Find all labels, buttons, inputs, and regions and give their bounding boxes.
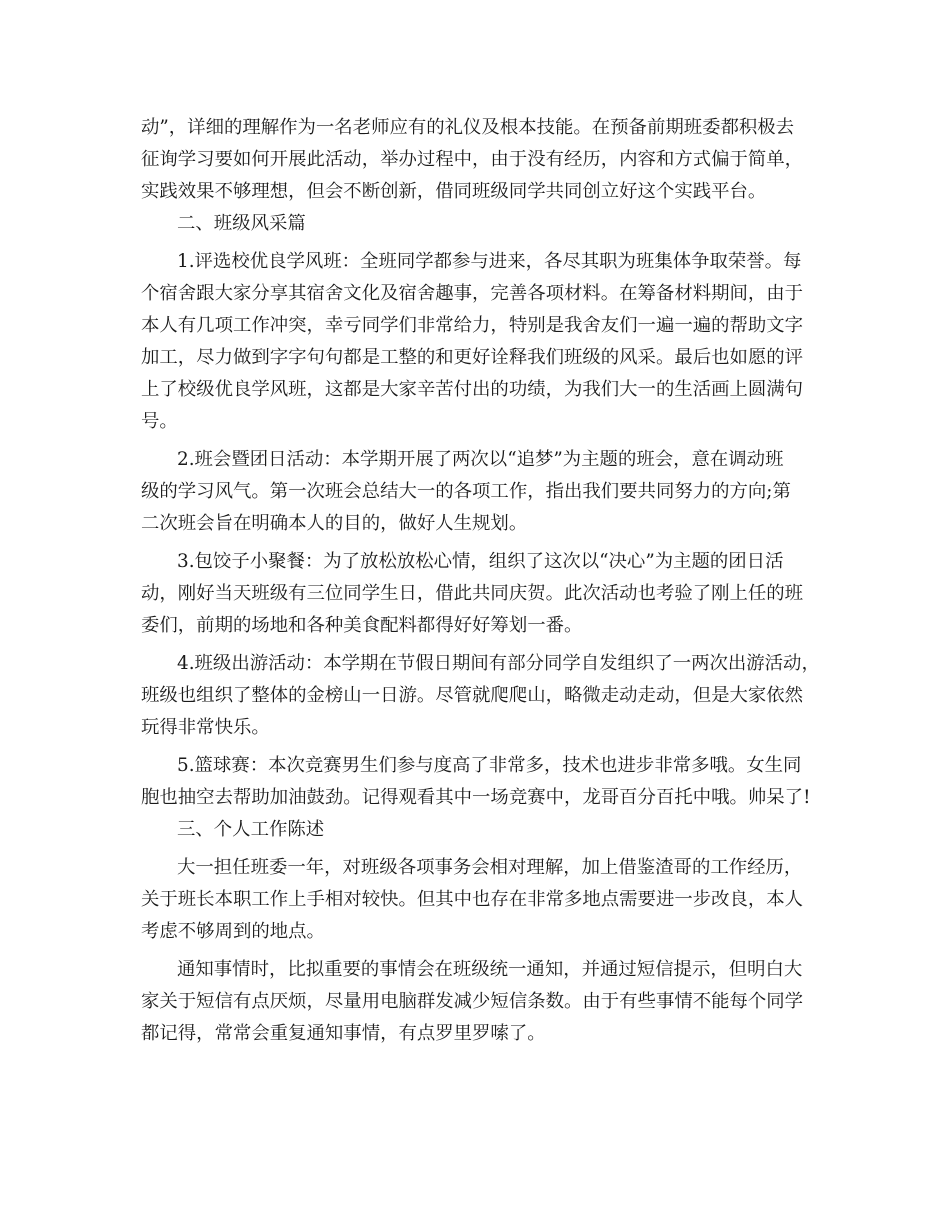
paragraph-line: 家关于短信有点厌烦，尽量用电脑群发减少短信条数。由于有些事情不能每个同学 (141, 991, 804, 1012)
paragraph-line: 5.篮球赛：本次竞赛男生们参与度高了非常多，技术也进步非常多哦。女生同 (177, 755, 802, 776)
paragraph-line: 2.班会暨团日活动：本学期开展了两次以“追梦”为主题的班会，意在调动班 (177, 449, 784, 470)
section-heading-personal-work: 三、个人工作陈述 (177, 819, 325, 840)
paragraph-line: 动，刚好当天班级有三位同学生日，借此共同庆贺。此次活动也考验了刚上任的班 (141, 583, 804, 604)
paragraph-line: 二次班会旨在明确本人的目的，做好人生规划。 (141, 513, 528, 534)
paragraph-line: 加工，尽力做到字字句句都是工整的和更好诠释我们班级的风采。最后也如愿的评 (141, 347, 804, 368)
paragraph-line: 3.包饺子小聚餐：为了放松放松心情，组织了这次以“决心”为主题的团日活 (177, 551, 784, 572)
section-heading-class-style: 二、班级风采篇 (177, 213, 306, 234)
paragraph-line: 征询学习要如何开展此活动，举办过程中，由于没有经历，内容和方式偏于简单， (141, 149, 804, 170)
paragraph-line: 4.班级出游活动：本学期在节假日期间有部分同学自发组织了一两次出游活动， (177, 653, 820, 674)
paragraph-line: 胞也抽空去帮助加油鼓劲。记得观看其中一场竞赛中，龙哥百分百托中哦。帅呆了! (141, 787, 811, 808)
paragraph-line: 通知事情时，比拟重要的事情会在班级统一通知，并通过短信提示，但明白大 (177, 959, 803, 980)
paragraph-line: 实践效果不够理想，但会不断创新，借同班级同学共同创立好这个实践平台。 (141, 181, 767, 202)
paragraph-line: 考虑不够周到的地点。 (141, 921, 325, 942)
paragraph-line: 委们，前期的场地和各种美食配料都得好好筹划一番。 (141, 615, 583, 636)
paragraph-line: 1.评选校优良学风班：全班同学都参与进来，各尽其职为班集体争取荣誉。每 (177, 251, 802, 272)
paragraph-line: 个宿舍跟大家分享其宿舍文化及宿舍趣事，完善各项材料。在筹备材料期间，由于 (141, 283, 804, 304)
paragraph-line: 玩得非常快乐。 (141, 717, 270, 738)
paragraph-line: 关于班长本职工作上手相对较快。但其中也存在非常多地点需要进一步改良，本人 (141, 889, 804, 910)
paragraph-line: 都记得，常常会重复通知事情，有点罗里罗嗦了。 (141, 1023, 546, 1044)
paragraph-line: 动”，详细的理解作为一名老师应有的礼仪及根本技能。在预备前期班委都积极去 (141, 117, 795, 138)
paragraph-line: 大一担任班委一年，对班级各项事务会相对理解，加上借鉴渣哥的工作经历， (177, 857, 803, 878)
paragraph-line: 上了校级优良学风班，这都是大家辛苦付出的功绩，为我们大一的生活画上圆满句 (141, 379, 804, 400)
paragraph-line: 号。 (141, 411, 178, 432)
paragraph-line: 班级也组织了整体的金榜山一日游。尽管就爬爬山，略微走动走动，但是大家依然 (141, 685, 804, 706)
paragraph-line: 级的学习风气。第一次班会总结大一的各项工作，指出我们要共同努力的方向;第 (141, 481, 791, 502)
paragraph-line: 本人有几项工作冲突，幸亏同学们非常给力，特别是我舍友们一遍一遍的帮助文字 (141, 315, 804, 336)
